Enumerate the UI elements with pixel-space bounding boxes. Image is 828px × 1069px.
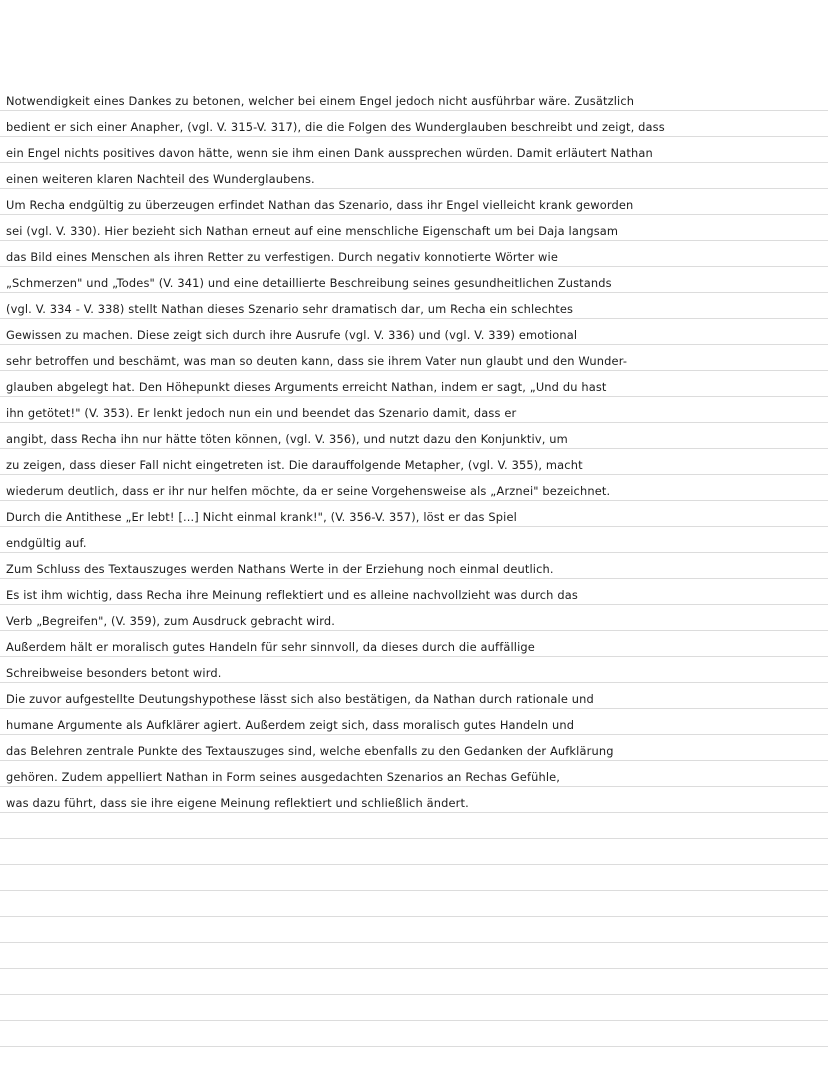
text-line: Zum Schluss des Textauszuges werden Nathans Werte in der Erziehung noch einmal deutlich. [6,562,554,576]
text-line: zu zeigen, dass dieser Fall nicht eingetreten ist. Die darauffolgende Metapher, (vgl. V. 355), macht [6,458,583,472]
text-line: ein Engel nichts positives davon hätte, wenn sie ihm einen Dank aussprechen würden. Damit erläutert Nathan [6,146,653,160]
text-line: Verb „Begreifen", (V. 359), zum Ausdruck gebracht wird. [6,614,335,628]
text-line: Es ist ihm wichtig, dass Recha ihre Meinung reflektiert und es alleine nachvollzieht was durch das [6,588,578,602]
text-line: Gewissen zu machen. Diese zeigt sich durch ihre Ausrufe (vgl. V. 336) und (vgl. V. 339) emotional [6,328,578,342]
text-line: was dazu führt, dass sie ihre eigene Meinung reflektiert und schließlich ändert. [6,796,469,810]
text-line: gehören. Zudem appelliert Nathan in Form seines ausgedachten Szenarios an Rechas Gefühle, [6,770,561,784]
text-line: humane Argumente als Aufklärer agiert. Außerdem zeigt sich, dass moralisch gutes Handeln und [6,718,575,732]
text-line: wiederum deutlich, dass er ihr nur helfen möchte, da er seine Vorgehensweise als „Arznei" bezeichnet. [6,484,611,498]
text-line: Außerdem hält er moralisch gutes Handeln für sehr sinnvoll, da dieses durch die auffällige [6,640,535,654]
text-line: (vgl. V. 334 - V. 338) stellt Nathan dieses Szenario sehr dramatisch dar, um Recha ein schlechtes [6,302,574,316]
text-line: glauben abgelegt hat. Den Höhepunkt dieses Arguments erreicht Nathan, indem er sagt, „Und du hast [6,380,607,394]
text-line: endgültig auf. [6,536,87,550]
text-line: einen weiteren klaren Nachteil des Wunderglaubens. [6,172,315,186]
text-line: Durch die Antithese „Er lebt! [...] Nicht einmal krank!", (V. 356-V. 357), löst er das Spiel [6,510,517,524]
text-line: Um Recha endgültig zu überzeugen erfindet Nathan das Szenario, dass ihr Engel vielleicht krank geworden [6,198,634,212]
text-line: Die zuvor aufgestellte Deutungshypothese lässt sich also bestätigen, da Nathan durch rationale und [6,692,594,706]
text-line: sehr betroffen und beschämt, was man so deuten kann, dass sie ihrem Vater nun glaubt und den Wunder- [6,354,628,368]
handwritten-essay-text [6,88,822,816]
text-line: Schreibweise besonders betont wird. [6,666,222,680]
text-line: „Schmerzen" und „Todes" (V. 341) und eine detaillierte Beschreibung seines gesundheitlichen Zustands [6,276,612,290]
text-line: Notwendigkeit eines Dankes zu betonen, welcher bei einem Engel jedoch nicht ausführbar wäre. Zusätzlich [6,94,635,108]
text-line: angibt, dass Recha ihn nur hätte töten können, (vgl. V. 356), und nutzt dazu den Konjunktiv, um [6,432,568,446]
text-line: das Bild eines Menschen als ihren Retter zu verfestigen. Durch negativ konnotierte Wörter wie [6,250,558,264]
text-line: das Belehren zentrale Punkte des Textauszuges sind, welche ebenfalls zu den Gedanken der Aufklärung [6,744,614,758]
text-line: bedient er sich einer Anapher, (vgl. V. 315-V. 317), die die Folgen des Wunderglauben beschreibt und zeigt, dass [6,120,665,134]
text-line: sei (vgl. V. 330). Hier bezieht sich Nathan erneut auf eine menschliche Eigenschaft um bei Daja langsam [6,224,619,238]
text-line: ihn getötet!" (V. 353). Er lenkt jedoch nun ein und beendet das Szenario damit, dass er [6,406,517,420]
